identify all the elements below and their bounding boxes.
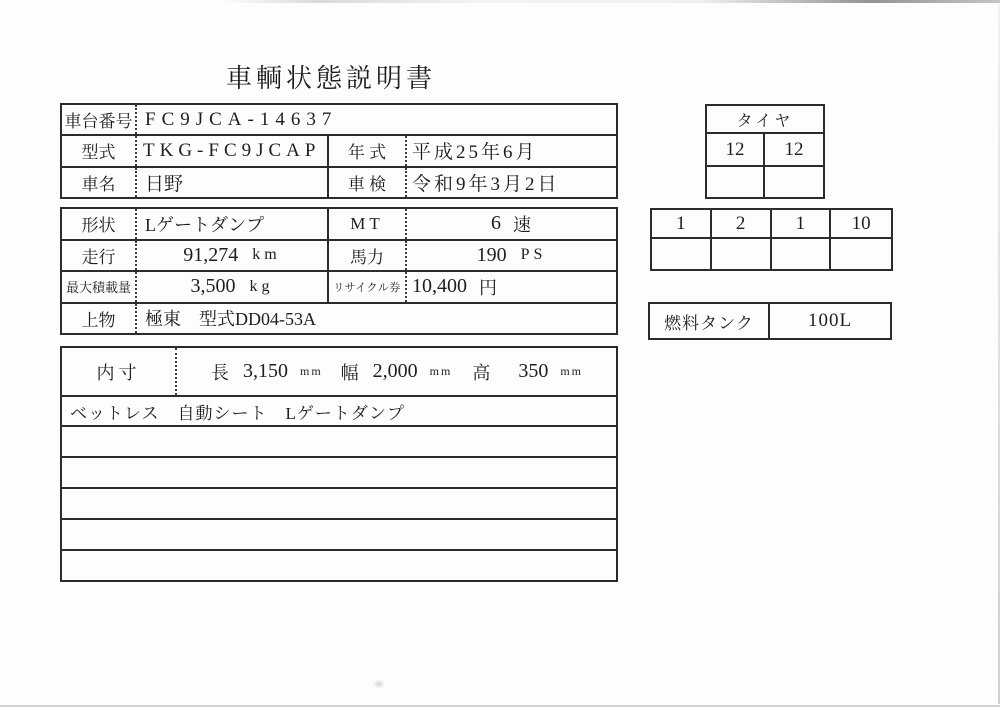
inner-dimensions-row — [62, 348, 616, 397]
recycle-ticket-unit: 円 — [479, 277, 498, 298]
model-code-value: TKG-FC9JCAP — [137, 136, 329, 165]
make-value: 日野 — [137, 168, 329, 197]
empty-cell — [62, 520, 616, 549]
make-label: 車名 — [62, 168, 137, 197]
empty-cell — [712, 239, 772, 269]
scan-edge-top — [0, 0, 1000, 3]
inner-dimensions-label: 内寸 — [62, 348, 177, 395]
width-value: 2,000 — [372, 360, 418, 382]
scan-smudge — [372, 679, 386, 689]
recycle-ticket-label: リサイクル券 — [329, 272, 407, 302]
inner-dimensions-values — [177, 348, 616, 395]
mileage-unit: km — [252, 246, 281, 264]
horsepower-value-cell — [407, 241, 616, 271]
model-year-row — [62, 136, 616, 167]
length-value: 3,150 — [243, 360, 288, 382]
max-payload-unit: kg — [249, 277, 274, 295]
empty-row — [62, 427, 616, 458]
width-label: 幅 — [340, 362, 359, 383]
model-year-value: 平成25年6月 — [412, 142, 538, 164]
empty-cell — [707, 167, 765, 197]
max-payload-value: 3,500 — [190, 275, 236, 298]
axle-value-3: 1 — [772, 210, 832, 237]
tire-header-row — [707, 106, 823, 134]
max-payload-label: 最大積載量 — [62, 272, 137, 302]
recycle-ticket-value-cell — [407, 272, 616, 302]
body-shape-value: Lゲートダンプ — [137, 209, 329, 239]
axle-empty-row — [652, 239, 891, 269]
tire-front-value: 12 — [707, 134, 765, 165]
fuel-tank-row — [650, 304, 890, 338]
mileage-row — [62, 241, 616, 273]
height-label: 高 — [472, 362, 491, 383]
vehicle-info-table — [60, 103, 618, 199]
empty-cell — [652, 239, 712, 269]
equipment-note: ベットレス 自動シート Lゲートダンプ — [70, 403, 406, 423]
make-inspection-row — [62, 168, 616, 197]
empty-cell — [831, 239, 891, 269]
length-unit: mm — [300, 364, 323, 378]
axle-value-4: 10 — [851, 212, 871, 234]
mileage-label: 走行 — [62, 241, 137, 271]
model-year-label: 年 式 — [329, 136, 407, 165]
transmission-value: 6 — [491, 212, 501, 235]
fuel-tank-table — [648, 302, 892, 340]
inspection-label: 車 検 — [329, 168, 407, 197]
horsepower-unit: PS — [520, 246, 547, 264]
width-unit: mm — [429, 364, 453, 378]
horsepower-value: 190 — [476, 243, 507, 266]
empty-cell — [62, 489, 616, 518]
axle-value-2: 2 — [712, 210, 772, 237]
horsepower-label: 馬力 — [329, 241, 407, 271]
empty-row — [62, 551, 616, 580]
height-unit: mm — [560, 364, 584, 378]
empty-row — [62, 458, 616, 489]
empty-row — [62, 489, 616, 520]
upper-body-value: 極東 型式DD04-53A — [145, 309, 316, 330]
empty-cell — [62, 427, 616, 456]
transmission-label: MT — [329, 209, 407, 239]
fuel-tank-value: 100L — [807, 310, 853, 331]
shape-row — [62, 209, 616, 241]
max-payload-value-cell — [137, 272, 329, 302]
empty-cell — [62, 551, 616, 580]
tire-depth-row — [707, 134, 823, 167]
empty-row — [62, 520, 616, 551]
spec-table — [60, 207, 618, 335]
tire-rear-value: 12 — [784, 138, 804, 160]
chassis-number-value: FC9JCA-14637 — [145, 108, 338, 130]
axle-value-1: 1 — [652, 210, 712, 237]
model-code-label: 型式 — [62, 136, 137, 165]
transmission-value-cell — [407, 209, 616, 239]
tire-header: タイヤ — [736, 112, 794, 130]
equipment-row — [62, 397, 616, 427]
empty-cell — [772, 239, 832, 269]
payload-row — [62, 272, 616, 304]
height-value: 350 — [518, 360, 549, 382]
inspection-value: 令和9年3月2日 — [412, 173, 560, 195]
upper-body-row — [62, 304, 616, 334]
tire-table — [705, 104, 825, 199]
length-label: 長 — [211, 362, 229, 383]
fuel-tank-label: 燃料タンク — [650, 304, 770, 338]
document-title: 車輌状態説明書 — [226, 64, 437, 93]
axle-values-row — [652, 210, 891, 239]
dimensions-table — [60, 346, 618, 582]
mileage-value-cell — [137, 241, 329, 271]
upper-body-label: 上物 — [62, 304, 137, 334]
body-shape-label: 形状 — [62, 209, 137, 239]
axle-count-table — [650, 208, 893, 271]
empty-cell — [62, 458, 616, 487]
tire-empty-row — [707, 167, 823, 197]
recycle-ticket-value: 10,400 — [412, 275, 467, 298]
chassis-row — [62, 105, 616, 136]
transmission-unit: 速 — [513, 214, 532, 235]
empty-cell — [765, 167, 823, 197]
chassis-number-label: 車台番号 — [62, 105, 137, 134]
mileage-value: 91,274 — [183, 243, 239, 266]
